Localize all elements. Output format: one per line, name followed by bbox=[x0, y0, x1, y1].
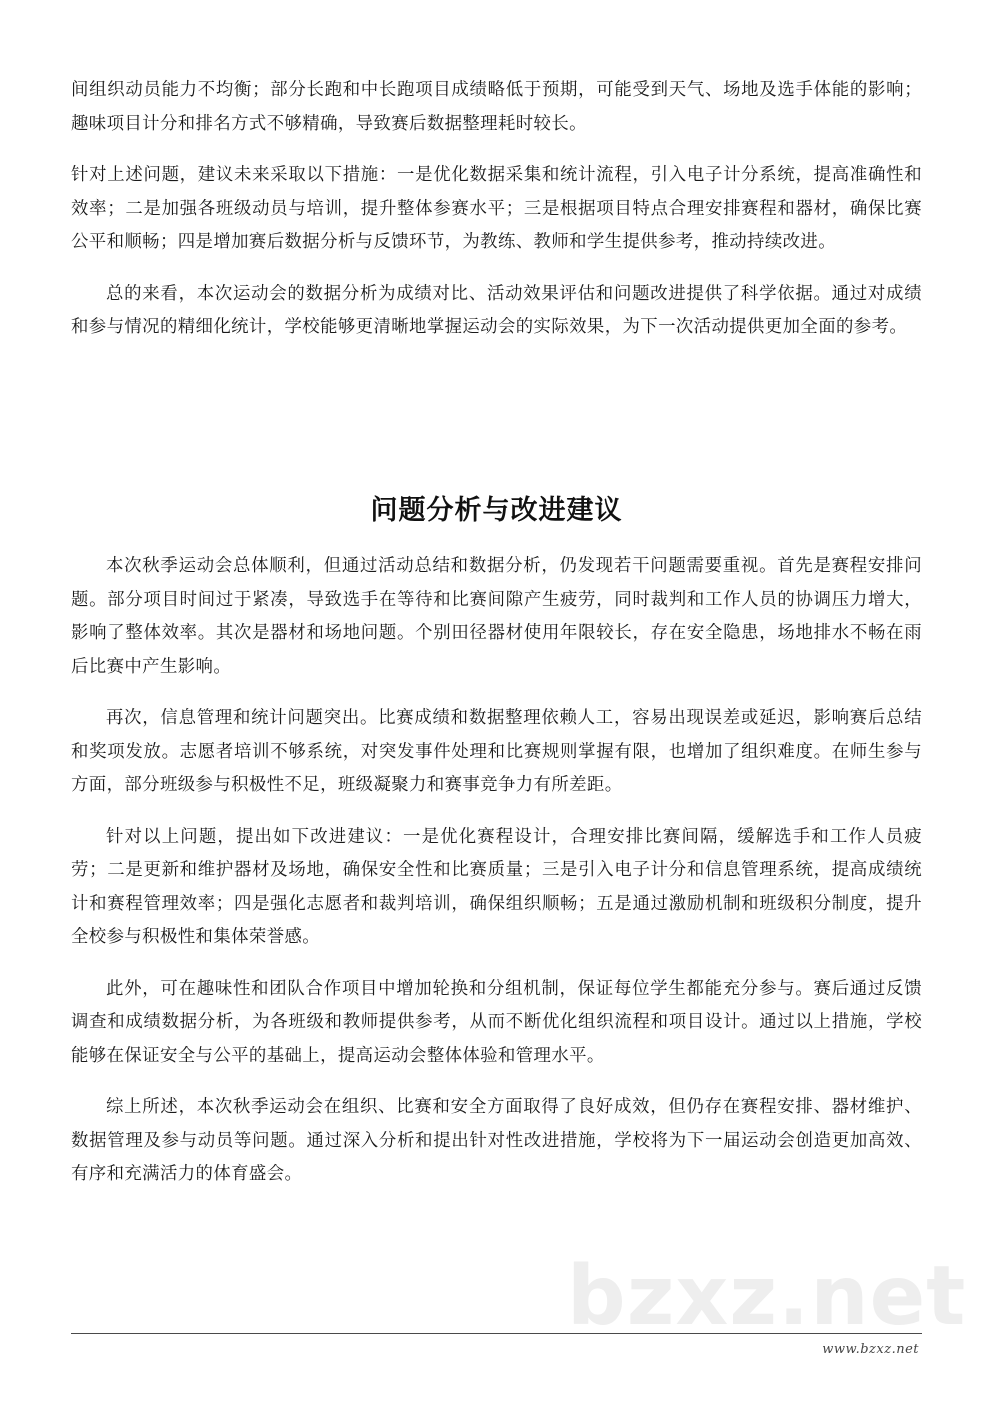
watermark-logo: bzxz.net bbox=[567, 1249, 967, 1344]
paragraph-additional-measures: 此外，可在趣味性和团队合作项目中增加轮换和分组机制，保证每位学生都能充分参与。赛后通过反馈调查和成绩数据分析，为各班级和教师提供参考，从而不断优化组织流程和项目设计。通过以上措施，学校能够在保证安全与公平的基础上，提高运动会整体体验和管理水平。 bbox=[71, 978, 922, 1066]
section-heading: 问题分析与改进建议 bbox=[370, 495, 623, 526]
paragraph-recommendations: 针对上述问题，建议未来采取以下措施：一是优化数据采集和统计流程，引入电子计分系统，提高准确性和效率；二是加强各班级动员与培训，提升整体参赛水平；三是根据项目特点合理安排赛程和器材，确保比赛公平和顺畅；四是增加赛后数据分析与反馈环节，为教练、教师和学生提供参考，推动持续改进。 bbox=[71, 165, 922, 252]
footer-url: www.bzxz.net bbox=[822, 1342, 919, 1357]
paragraph-continued: 间组织动员能力不均衡；部分长跑和中长跑项目成绩略低于预期，可能受到天气、场地及选手体能的影响；趣味项目计分和排名方式不够精确，导致赛后数据整理耗时较长。 bbox=[71, 80, 922, 134]
paragraph-improvement-suggestions: 针对以上问题，提出如下改进建议：一是优化赛程设计，合理安排比赛间隔，缓解选手和工作人员疲劳；二是更新和维护器材及场地，确保安全性和比赛质量；三是引入电子计分和信息管理系统，提高成绩统计和赛程管理效率；四是强化志愿者和裁判培训，确保组织顺畅；五是通过激励机制和班级积分制度，提升全校参与积极性和集体荣誉感。 bbox=[71, 826, 922, 947]
paragraph-info-management: 再次，信息管理和统计问题突出。比赛成绩和数据整理依赖人工，容易出现误差或延迟，影响赛后总结和奖项发放。志愿者培训不够系统，对突发事件处理和比赛规则掌握有限，也增加了组织难度。在师生参与方面，部分班级参与积极性不足，班级凝聚力和赛事竞争力有所差距。 bbox=[71, 708, 922, 795]
paragraph-summary: 总的来看，本次运动会的数据分析为成绩对比、活动效果评估和问题改进提供了科学依据。通过对成绩和参与情况的精细化统计，学校能够更清晰地掌握运动会的实际效果，为下一次活动提供更加全面的参考。 bbox=[71, 283, 922, 337]
section-problem-analysis bbox=[71, 550, 922, 1210]
footer-divider bbox=[71, 1333, 922, 1334]
paragraph-problems-overview: 本次秋季运动会总体顺利，但通过活动总结和数据分析，仍发现若干问题需要重视。首先是赛程安排问题。部分项目时间过于紧凑，导致选手在等待和比赛间隙产生疲劳，同时裁判和工作人员的协调压力增大，影响了整体效率。其次是器材和场地问题。个别田径器材使用年限较长，存在安全隐患，场地排水不畅在雨后比赛中产生影响。 bbox=[71, 556, 922, 677]
paragraph-conclusion: 综上所述，本次秋季运动会在组织、比赛和安全方面取得了良好成效，但仍存在赛程安排、器材维护、数据管理及参与动员等问题。通过深入分析和提出针对性改进措施，学校将为下一届运动会创造更加高效、有序和充满活力的体育盛会。 bbox=[71, 1097, 922, 1184]
section-continued-text bbox=[71, 74, 922, 363]
